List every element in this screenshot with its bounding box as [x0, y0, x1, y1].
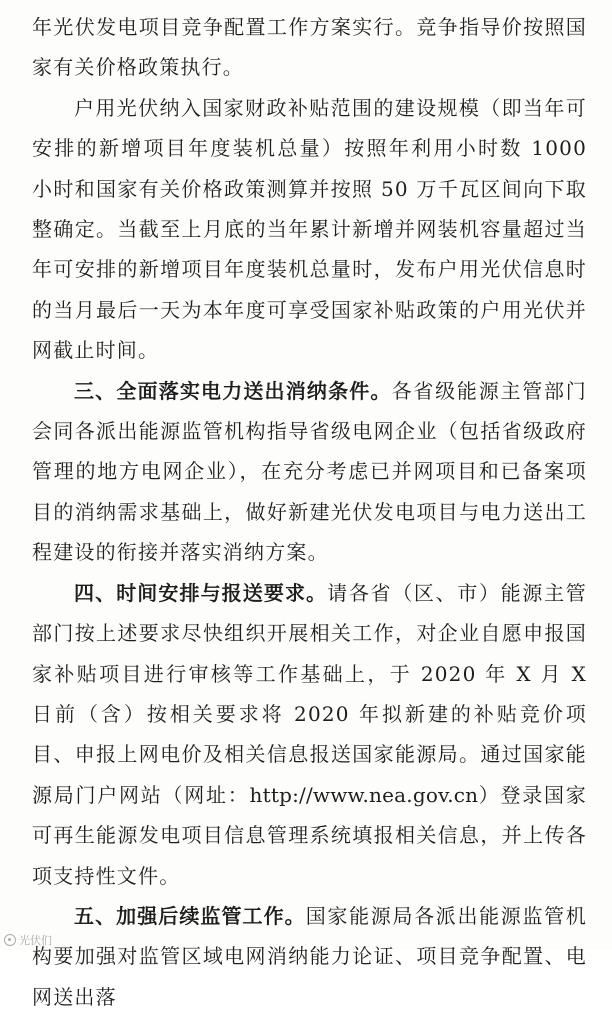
- paragraph-text: ）登录国家可再生能源发电项目信息管理系统填报相关信息，并上传各项支持性文件。: [32, 782, 588, 888]
- paragraph-text: 户用光伏纳入国家财政补贴范围的建设规模（即当年可安排的新增项目年度装机总量）按照年利用小时数 1000 小时和国家有关价格政策测算并按照 50 万千瓦区间向下取整确定。当截至上月底的当年累计新增并网装机容量超过当年可安排的新增项目年度装机总量时，发布户用光伏信息时的当月最后一天为本年度可享受国家补贴政策的户用光伏并网截止时间。: [32, 95, 587, 363]
- paragraph-section-five: [32, 896, 587, 1017]
- document-body: [32, 0, 587, 1017]
- watermark-text: 光伏们: [19, 934, 52, 947]
- paragraph-residential-pv: [32, 88, 587, 371]
- watermark: [4, 932, 52, 948]
- paragraph-pricing-policy: [32, 7, 587, 88]
- paragraph-text: 国家能源局各派出能源监管机构要加强对监管区域电网消纳能力论证、项目竞争配置、电网送出落: [32, 903, 587, 1009]
- paragraph-text: 请各省（区、市）能源主管部门按上述要求尽快组织开展相关工作，对企业自愿申报国家补贴项目进行审核等工作基础上，于 2020 年 X 月 X 日前（含）按相关要求将 2020 年拟新建的补贴竞价项目、申报上网电价及相关信息报送国家能源局。通过国家能源局门户网站（网址：: [32, 580, 588, 807]
- section-heading: 四、时间安排与报送要求。: [74, 580, 328, 605]
- paragraph-section-three: [32, 371, 587, 573]
- paragraph-section-four: [32, 573, 587, 896]
- paragraph-text: 各省级能源主管部门会同各派出能源监管机构指导省级电网企业（包括省级政府管理的地方电网企业），在充分考虑已并网项目和已备案项目的消纳需求基础上，做好新建光伏发电项目与电力送出工程建设的衔接并落实消纳方案。: [32, 378, 587, 565]
- paragraph-text: 年光伏发电项目竞争配置工作方案实行。竞争指导价按照国家有关价格政策执行。: [32, 15, 587, 80]
- section-heading: 三、全面落实电力送出消纳条件。: [74, 378, 392, 403]
- weibo-icon: [4, 934, 16, 946]
- website-url-link[interactable]: http://www.nea.gov.cn: [249, 782, 479, 807]
- section-heading: 五、加强后续监管工作。: [74, 903, 306, 928]
